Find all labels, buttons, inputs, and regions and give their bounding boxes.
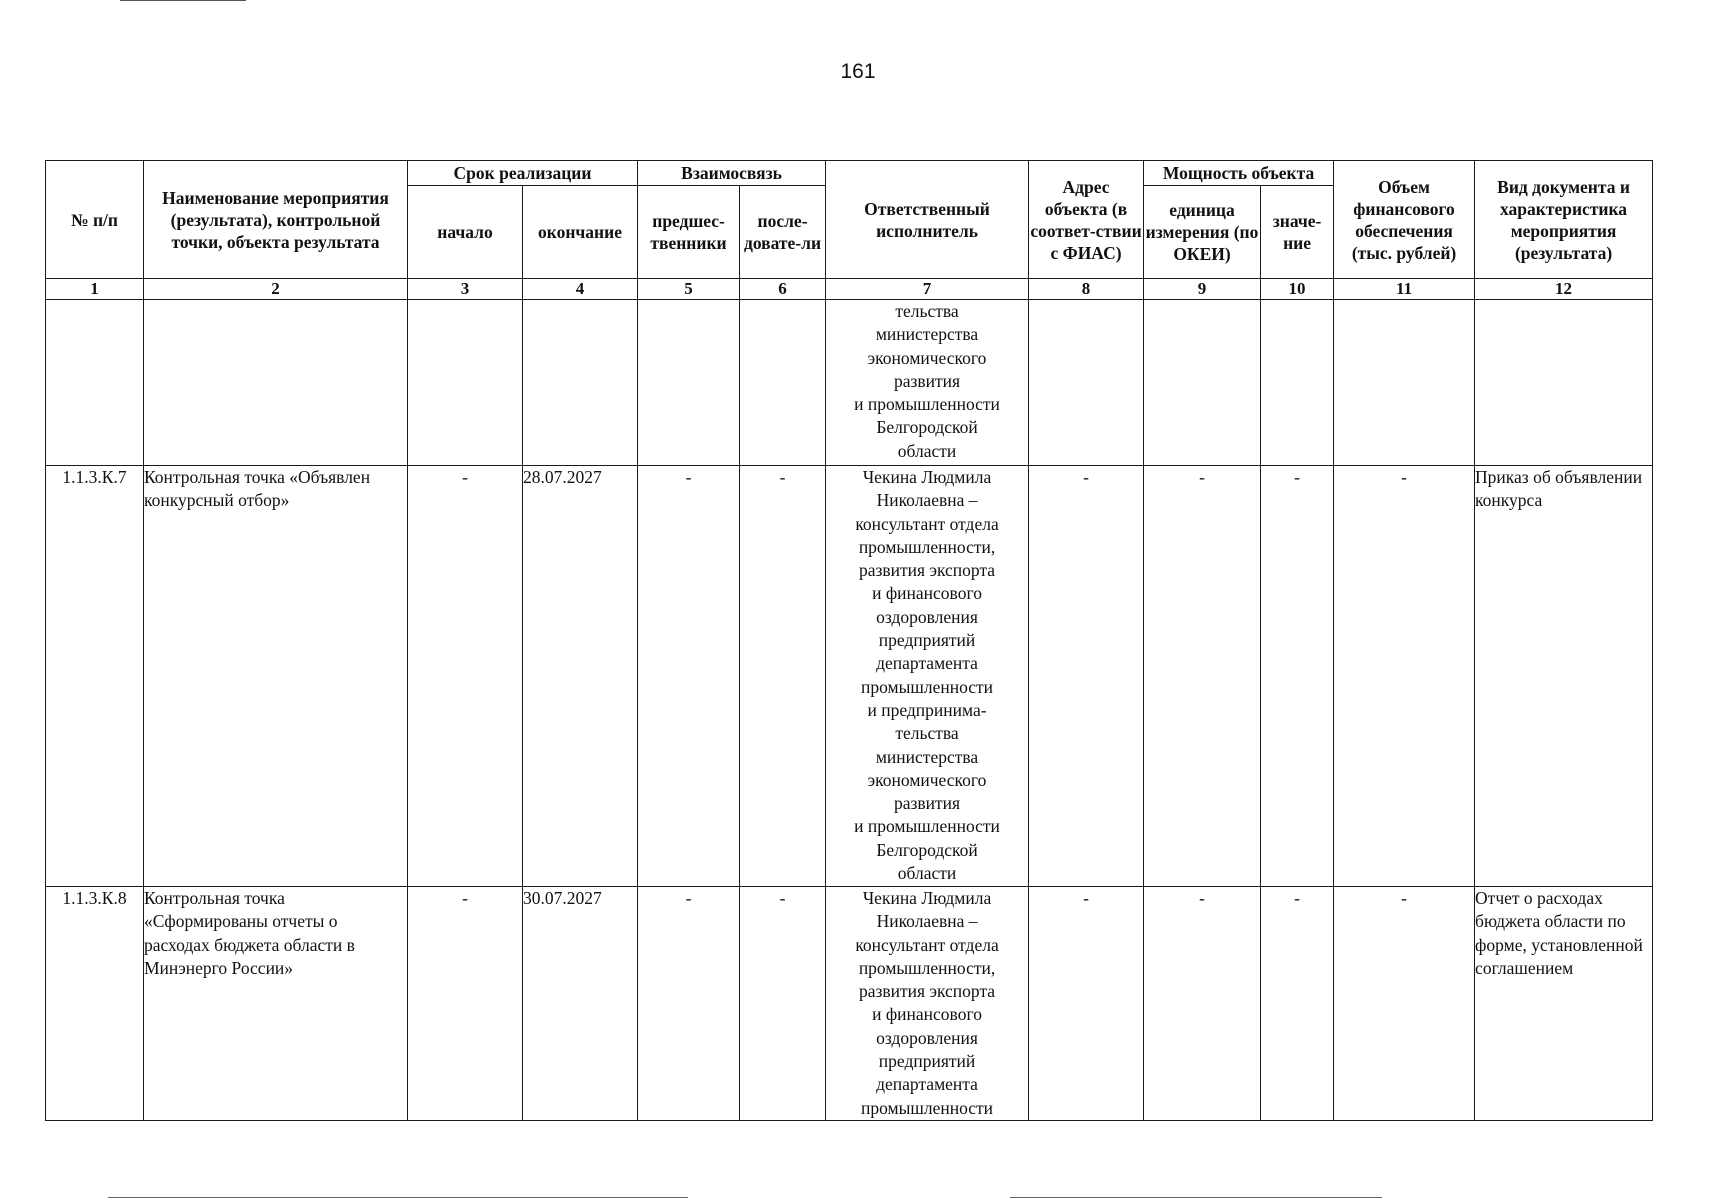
row-executor xyxy=(826,466,1029,887)
row-predecessors xyxy=(638,300,740,466)
header-successors: после-довате-ли xyxy=(740,186,826,279)
row-predecessors: - xyxy=(638,466,740,887)
header-document-type: Вид документа и характеристика мероприятия (результата) xyxy=(1475,161,1653,279)
header-object-address: Адрес объекта (в соответ-ствии с ФИАС) xyxy=(1029,161,1144,279)
column-number: 1 xyxy=(46,279,144,300)
header-relationship: Взаимосвязь xyxy=(638,161,826,186)
executor-line: министерства xyxy=(875,324,979,345)
row-end xyxy=(523,300,638,466)
row-start: - xyxy=(408,466,523,887)
row-number: 1.1.3.К.7 xyxy=(46,466,144,887)
row-value: - xyxy=(1261,887,1334,1121)
row-predecessors: - xyxy=(638,887,740,1121)
executor-line: Николаевна – xyxy=(876,911,978,932)
table-row xyxy=(46,466,1653,887)
header-end: окончание xyxy=(523,186,638,279)
executor-line: экономического xyxy=(867,769,987,790)
executor-line: промышленности, xyxy=(858,536,996,557)
executor-line: департамента xyxy=(876,1074,978,1095)
row-activity-name: Контрольная точка «Объявлен конкурсный отбор» xyxy=(144,466,408,887)
executor-line: и финансового xyxy=(872,583,982,604)
column-number: 10 xyxy=(1261,279,1334,300)
header-predecessors: предшес-твенники xyxy=(638,186,740,279)
executor-line: и финансового xyxy=(872,1004,982,1025)
row-successors: - xyxy=(740,887,826,1121)
column-number: 6 xyxy=(740,279,826,300)
implementation-plan-table xyxy=(45,160,1653,1121)
row-number xyxy=(46,300,144,466)
column-number: 3 xyxy=(408,279,523,300)
executor-line: развития экспорта xyxy=(858,981,996,1002)
executor-line: и промышленности xyxy=(854,394,1000,415)
executor-line: оздоровления xyxy=(876,1027,978,1048)
row-document: Отчет о расходах бюджета области по форме, установленной соглашением xyxy=(1475,887,1653,1121)
header-responsible-executor: Ответственный исполнитель xyxy=(826,161,1029,279)
executor-line: тельства xyxy=(895,301,959,321)
executor-line: развития xyxy=(893,793,961,814)
row-value: - xyxy=(1261,466,1334,887)
row-start xyxy=(408,300,523,466)
row-number: 1.1.3.К.8 xyxy=(46,887,144,1121)
row-address: - xyxy=(1029,466,1144,887)
header-unit: единица измерения (по ОКЕИ) xyxy=(1144,186,1261,279)
row-executor xyxy=(826,300,1029,466)
executor-line: консультант отдела xyxy=(855,513,999,534)
header-implementation-period: Срок реализации xyxy=(408,161,638,186)
row-start: - xyxy=(408,887,523,1121)
column-number: 2 xyxy=(144,279,408,300)
executor-line: тельства xyxy=(895,723,959,744)
executor-line: промышленности, xyxy=(858,957,996,978)
executor-line: развития экспорта xyxy=(858,560,996,581)
bottom-edge-line xyxy=(1010,1197,1382,1198)
executor-line: области xyxy=(897,440,957,461)
row-activity-name xyxy=(144,300,408,466)
row-successors xyxy=(740,300,826,466)
row-document xyxy=(1475,300,1653,466)
column-number: 8 xyxy=(1029,279,1144,300)
row-activity-name: Контрольная точка «Сформированы отчеты о расходах бюджета области в Минэнерго России» xyxy=(144,887,408,1121)
executor-line: Николаевна – xyxy=(876,490,978,511)
row-unit: - xyxy=(1144,887,1261,1121)
executor-line: департамента xyxy=(876,653,978,674)
executor-line: Чекина Людмила xyxy=(862,467,992,487)
page-number: 161 xyxy=(840,60,876,83)
row-executor xyxy=(826,887,1029,1121)
executor-line: и промышленности xyxy=(854,816,1000,837)
row-financing: - xyxy=(1334,466,1475,887)
row-value xyxy=(1261,300,1334,466)
bottom-edge-line xyxy=(108,1197,688,1198)
header-activity-name: Наименование мероприятия (результата), контрольной точки, объекта результата xyxy=(144,161,408,279)
row-successors: - xyxy=(740,466,826,887)
column-number: 11 xyxy=(1334,279,1475,300)
column-number: 4 xyxy=(523,279,638,300)
executor-line: Белгородской xyxy=(876,839,978,860)
executor-line: Чекина Людмила xyxy=(862,888,992,908)
header-start: начало xyxy=(408,186,523,279)
row-end: 30.07.2027 xyxy=(523,887,638,1121)
executor-line: министерства xyxy=(875,746,979,767)
row-unit: - xyxy=(1144,466,1261,887)
row-address xyxy=(1029,300,1144,466)
header-object-capacity: Мощность объекта xyxy=(1144,161,1334,186)
executor-line: развития xyxy=(893,370,961,391)
row-financing: - xyxy=(1334,887,1475,1121)
header-value: значе-ние xyxy=(1261,186,1334,279)
header-financing-volume: Объем финансового обеспечения (тыс. рублей) xyxy=(1334,161,1475,279)
executor-line: промышленности xyxy=(861,676,994,697)
column-number: 12 xyxy=(1475,279,1653,300)
column-number: 5 xyxy=(638,279,740,300)
executor-line: и предпринима- xyxy=(867,699,987,720)
top-edge-line xyxy=(120,0,246,1)
column-number-row xyxy=(46,279,1653,300)
row-document: Приказ об объявлении конкурса xyxy=(1475,466,1653,887)
row-unit xyxy=(1144,300,1261,466)
column-number: 7 xyxy=(826,279,1029,300)
executor-line: области xyxy=(897,863,957,884)
row-financing xyxy=(1334,300,1475,466)
column-number: 9 xyxy=(1144,279,1261,300)
table-row-continuation xyxy=(46,300,1653,466)
row-address: - xyxy=(1029,887,1144,1121)
executor-line: Белгородской xyxy=(876,417,978,438)
executor-line: предприятий xyxy=(878,630,976,651)
executor-line: консультант отдела xyxy=(855,934,999,955)
row-end: 28.07.2027 xyxy=(523,466,638,887)
executor-line: промышленности xyxy=(861,1097,994,1118)
executor-line: экономического xyxy=(867,347,987,368)
executor-line: предприятий xyxy=(878,1051,976,1072)
header-number: № п/п xyxy=(46,161,144,279)
table-row xyxy=(46,887,1653,1121)
executor-line: оздоровления xyxy=(876,606,978,627)
